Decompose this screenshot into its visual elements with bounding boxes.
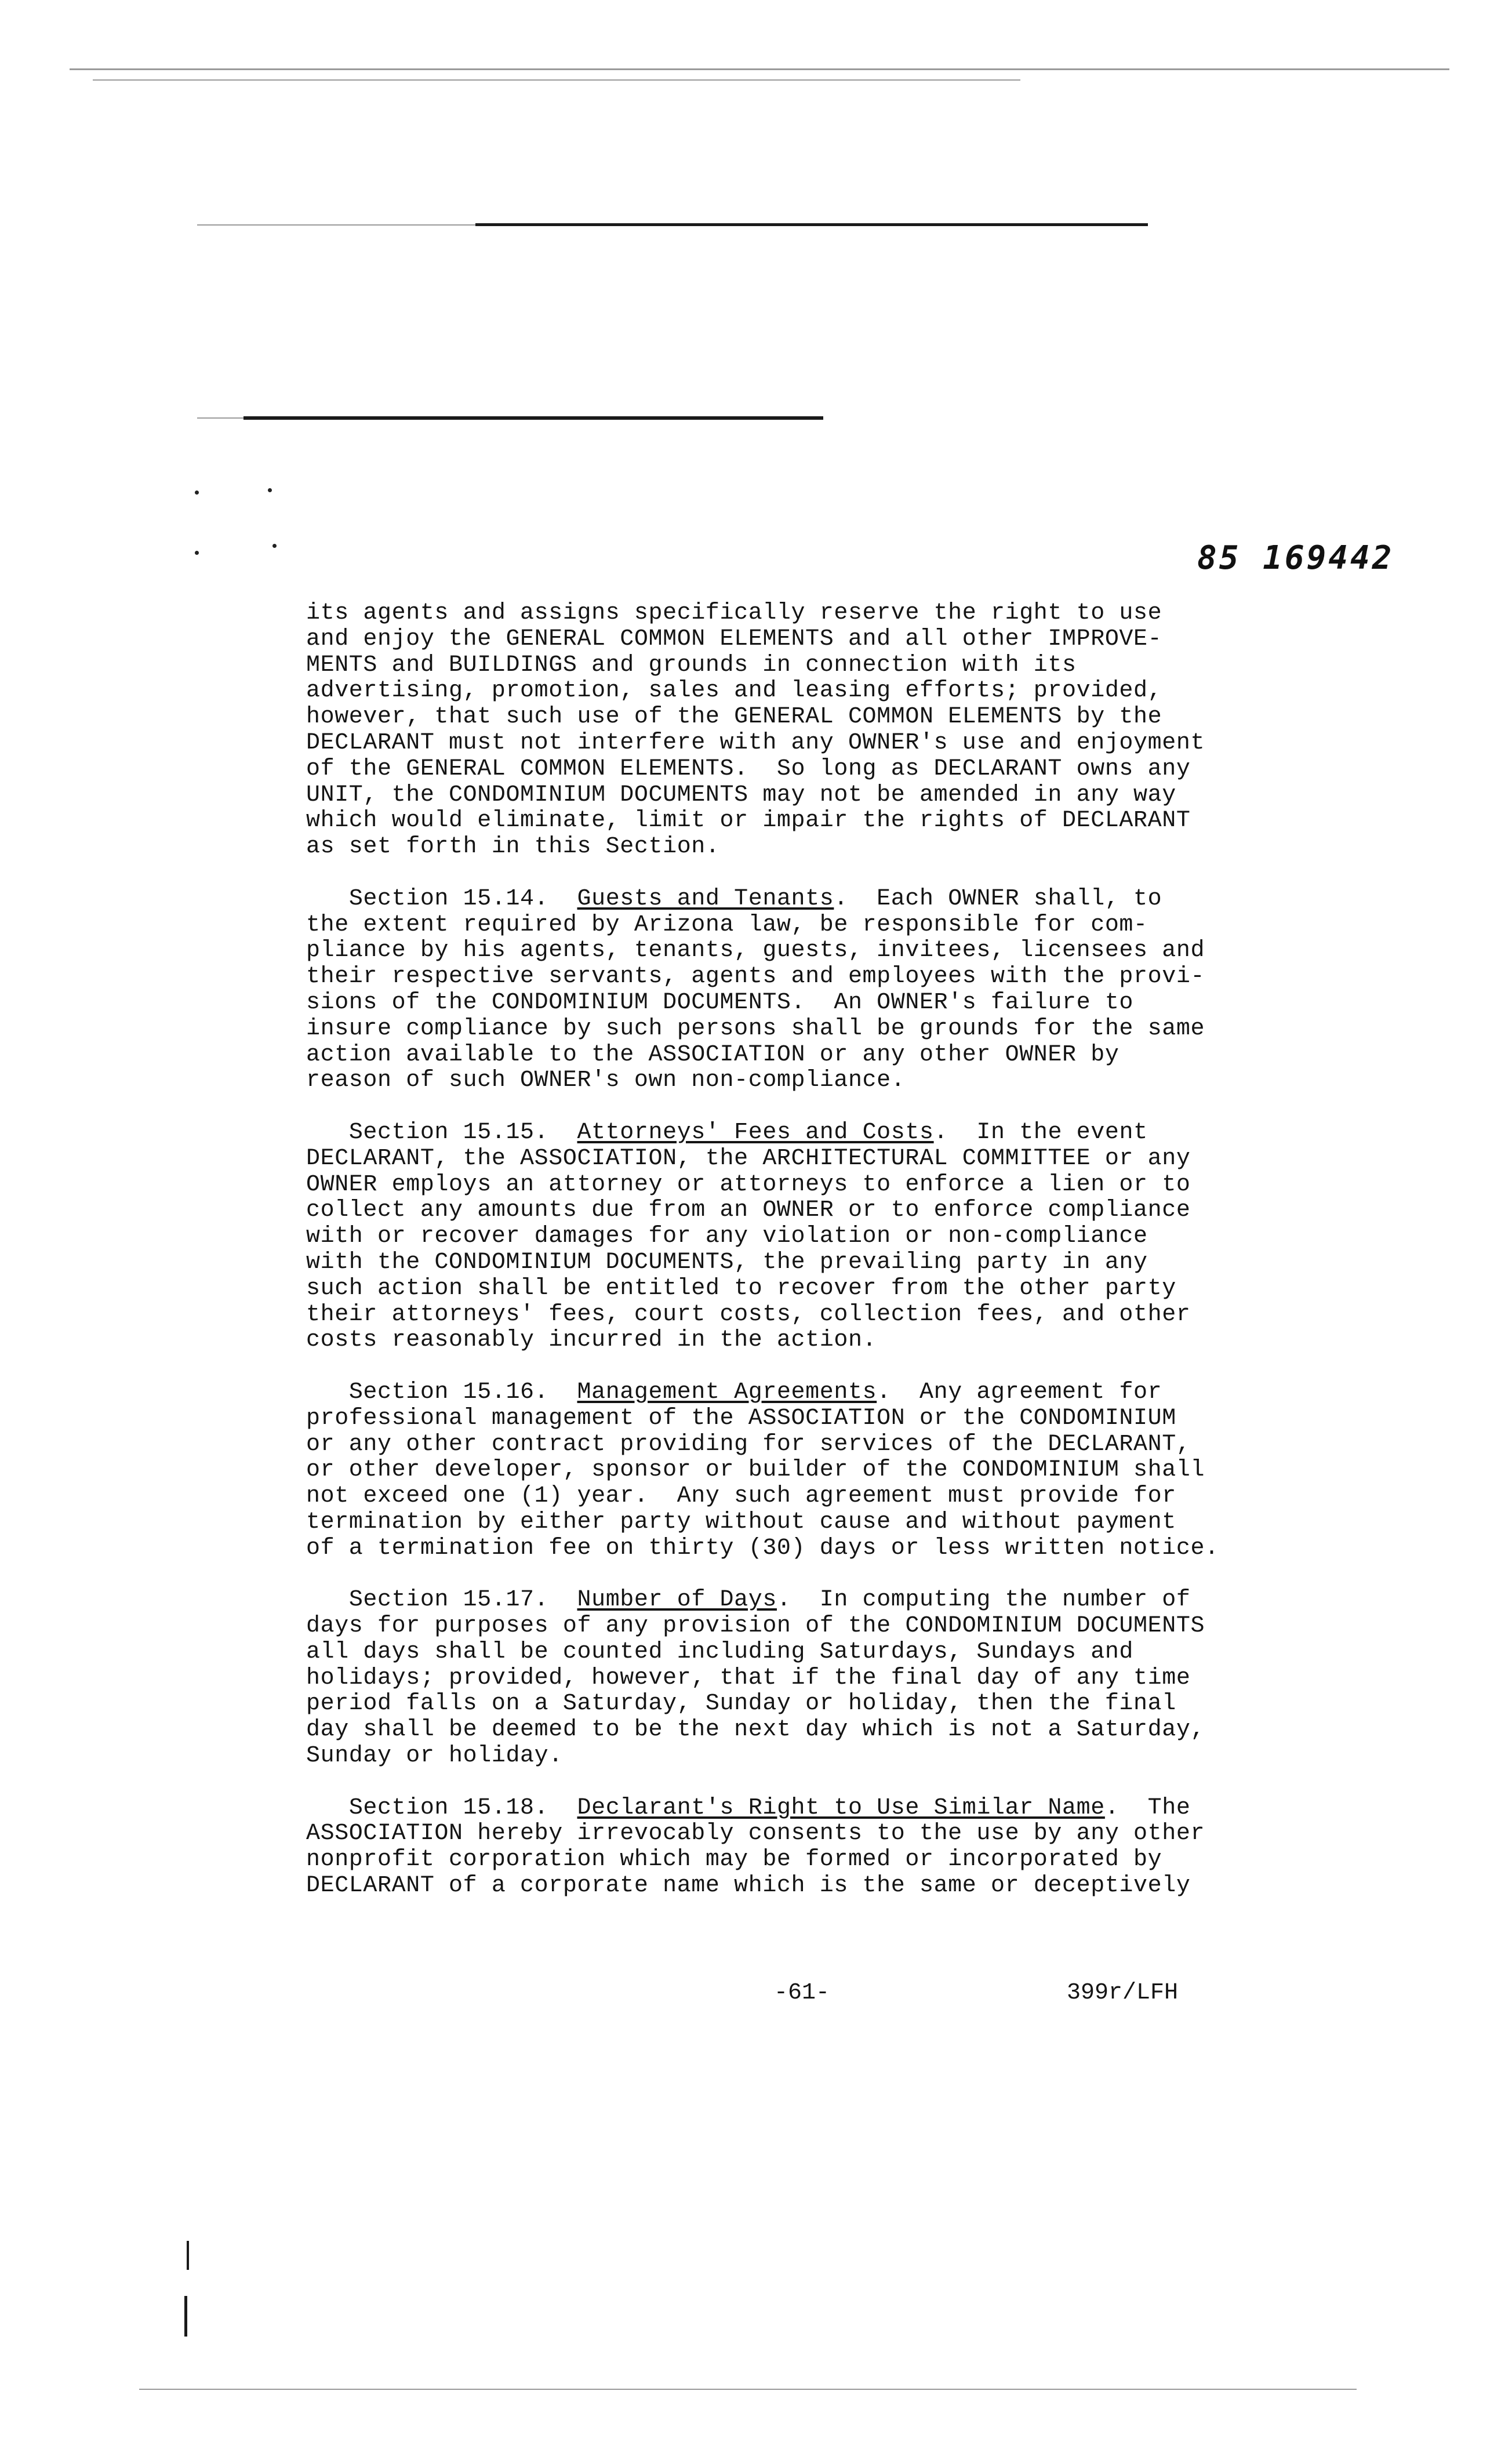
paragraph — [306, 886, 1326, 1094]
text-line: DECLARANT of a corporate name which is the same or deceptively — [306, 1873, 1191, 1899]
scan-dot — [272, 544, 277, 548]
paragraph-first-line — [306, 1587, 1326, 1614]
text-line: which would eliminate, limit or impair the rights of DECLARANT — [306, 808, 1191, 834]
text-line: sions of the CONDOMINIUM DOCUMENTS. An OWNER's failure to — [306, 989, 1134, 1016]
text-line: DECLARANT, the ASSOCIATION, the ARCHITECTURAL COMMITTEE or any — [306, 1145, 1191, 1172]
section-number: Section 15.14. — [348, 885, 549, 912]
text-line: holidays; provided, however, that if the final day of any time — [306, 1665, 1191, 1691]
text-line: pliance by his agents, tenants, guests, invitees, licensees and — [306, 938, 1205, 964]
text-line: ASSOCIATION hereby irrevocably consents to the use by any other — [306, 1821, 1205, 1847]
text-line: however, that such use of the GENERAL COMMON ELEMENTS by the — [306, 704, 1162, 731]
text-line: with or recover damages for any violation or non-compliance — [306, 1223, 1148, 1250]
text-line: OWNER employs an attorney or attorneys to enforce a lien or to — [306, 1171, 1191, 1198]
text-line: the extent required by Arizona law, be responsible for com- — [306, 911, 1148, 938]
paragraph — [306, 1380, 1326, 1562]
text-line: reason of such OWNER's own non-compliance. — [306, 1067, 906, 1094]
section-number: Section 15.17. — [348, 1587, 549, 1614]
section-number: Section 15.18. — [348, 1794, 549, 1821]
paragraph — [306, 601, 1326, 860]
document-reference: 399r/LFH — [1067, 1980, 1179, 2006]
text-line: or any other contract providing for services of the DECLARANT, — [306, 1431, 1191, 1458]
document-body — [306, 601, 1326, 1899]
text-line: and enjoy the GENERAL COMMON ELEMENTS and all other IMPROVE- — [306, 626, 1162, 652]
scan-artifact-margin-mark — [187, 2241, 189, 2270]
section-heading: Number of Days — [577, 1587, 777, 1614]
section-heading: Declarant's Right to Use Similar Name — [577, 1794, 1105, 1821]
text-line: of the GENERAL COMMON ELEMENTS. So long as DECLARANT owns any — [306, 755, 1191, 782]
text-line: professional management of the ASSOCIATION or the CONDOMINIUM — [306, 1405, 1176, 1431]
section-text: . Each OWNER shall, to — [834, 885, 1162, 912]
scan-artifact-rule-1-tail — [197, 224, 475, 226]
section-heading: Guests and Tenants — [577, 885, 834, 912]
paragraph-first-line — [306, 1380, 1326, 1406]
text-line: MENTS and BUILDINGS and grounds in connection with its — [306, 652, 1077, 678]
text-line: costs reasonably incurred in the action. — [306, 1327, 877, 1354]
paragraph-first-line — [306, 1120, 1326, 1146]
scan-artifact-bottom-line — [139, 2389, 1357, 2390]
text-line: their respective servants, agents and employees with the provi- — [306, 964, 1205, 990]
text-line: period falls on a Saturday, Sunday or holiday, then the final — [306, 1691, 1176, 1717]
text-line: insure compliance by such persons shall be grounds for the same — [306, 1015, 1205, 1042]
section-heading: Management Agreements — [577, 1379, 877, 1405]
paragraph-first-line — [306, 886, 1326, 913]
scan-dot — [195, 490, 199, 495]
section-number: Section 15.16. — [348, 1379, 549, 1405]
text-line: days for purposes of any provision of the CONDOMINIUM DOCUMENTS — [306, 1613, 1205, 1640]
text-line: collect any amounts due from an OWNER or to enforce compliance — [306, 1197, 1191, 1224]
section-text: . In computing the number of — [776, 1587, 1191, 1614]
text-line: termination by either party without cause and without payment — [306, 1509, 1176, 1535]
scan-artifact-margin-mark-2 — [184, 2296, 187, 2337]
page-number: -61- — [774, 1980, 830, 2006]
text-line: all days shall be counted including Saturdays, Sundays and — [306, 1638, 1134, 1665]
paragraph — [306, 1120, 1326, 1354]
text-line: not exceed one (1) year. Any such agreement must provide for — [306, 1483, 1176, 1510]
text-line: with the CONDOMINIUM DOCUMENTS, the prevailing party in any — [306, 1249, 1148, 1276]
text-line: such action shall be entitled to recover from the other party — [306, 1275, 1176, 1302]
text-line: of a termination fee on thirty (30) days or less written notice. — [306, 1535, 1219, 1561]
scan-artifact-top-line-2 — [93, 79, 1020, 81]
scan-artifact-top-line — [70, 68, 1449, 70]
text-line: advertising, promotion, sales and leasing efforts; provided, — [306, 678, 1162, 704]
section-heading: Attorneys' Fees and Costs — [577, 1119, 934, 1146]
text-line: or other developer, sponsor or builder of the CONDOMINIUM shall — [306, 1457, 1205, 1484]
section-text: . The — [1104, 1794, 1191, 1821]
text-line: its agents and assigns specifically reserve the right to use — [306, 600, 1162, 626]
text-line: nonprofit corporation which may be formed or incorporated by — [306, 1847, 1162, 1873]
scan-artifact-rule-1 — [475, 223, 1148, 226]
text-line: UNIT, the CONDOMINIUM DOCUMENTS may not be amended in any way — [306, 782, 1176, 808]
text-line: Sunday or holiday. — [306, 1743, 563, 1769]
text-line: their attorneys' fees, court costs, collection fees, and other — [306, 1301, 1191, 1328]
scan-artifact-rule-2-tail — [197, 417, 243, 419]
text-line: DECLARANT must not interfere with any OWNER's use and enjoyment — [306, 729, 1205, 756]
scan-dot — [195, 551, 199, 555]
text-line: day shall be deemed to be the next day which is not a Saturday, — [306, 1717, 1205, 1743]
recording-stamp-number: 85 169442 — [1197, 539, 1394, 577]
text-line: action available to the ASSOCIATION or any other OWNER by — [306, 1041, 1120, 1068]
paragraph — [306, 1796, 1326, 1899]
paragraph — [306, 1587, 1326, 1769]
section-text: . In the event — [933, 1119, 1148, 1146]
section-number: Section 15.15. — [348, 1119, 549, 1146]
scan-dot — [268, 488, 272, 492]
section-text: . Any agreement for — [877, 1379, 1162, 1405]
scan-artifact-rule-2 — [243, 416, 823, 420]
paragraph-first-line — [306, 1796, 1326, 1822]
text-line: as set forth in this Section. — [306, 834, 720, 860]
